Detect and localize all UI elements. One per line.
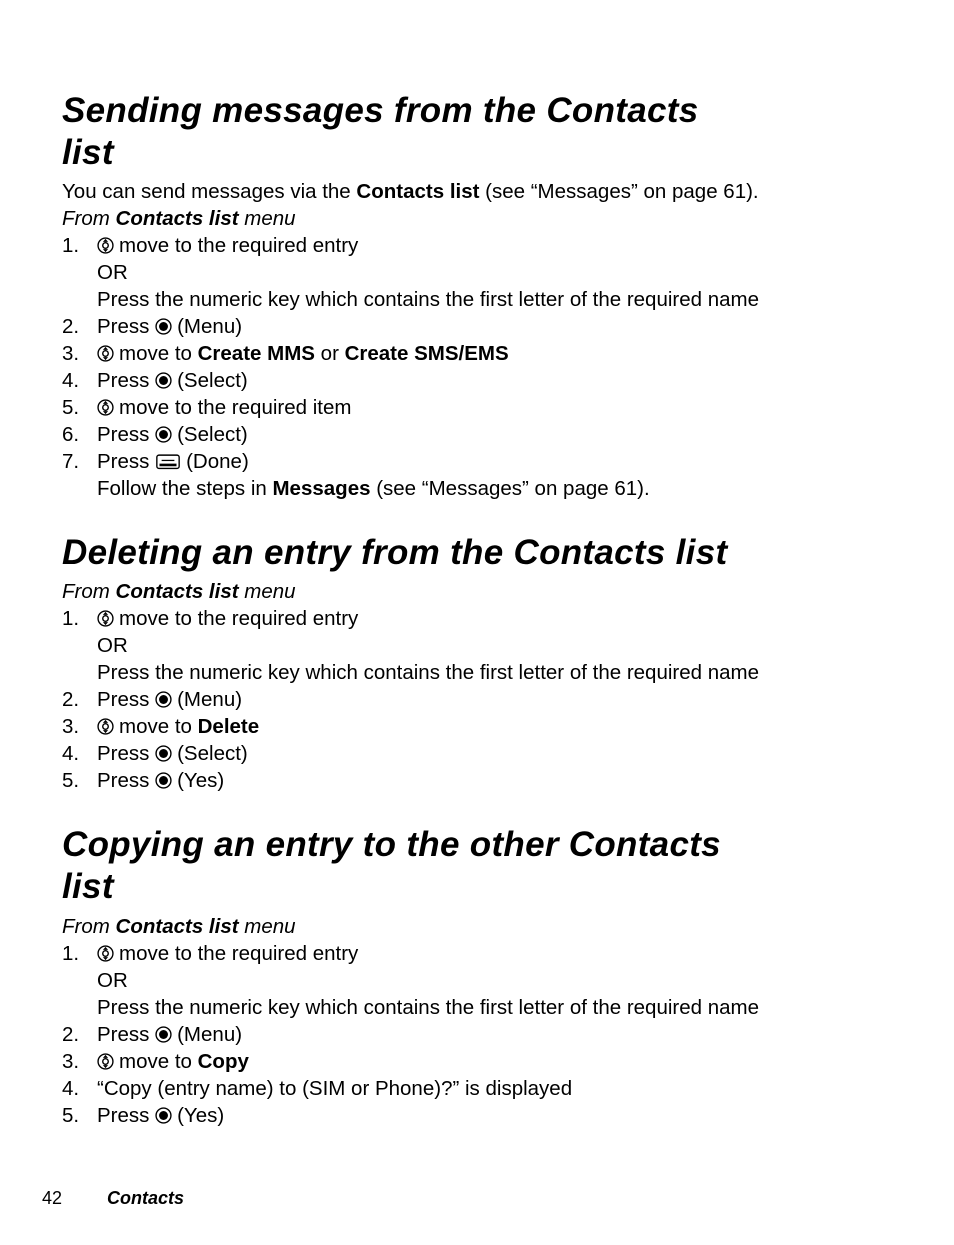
select-key-icon [155,1026,172,1043]
from-menu-label: From Contacts list menu [62,580,296,603]
list-item: 4. Press (Select) [62,742,248,765]
steps-list-copying [62,940,922,1129]
steps-list-sending [62,232,922,502]
from-menu-label: From Contacts list menu [62,207,296,230]
intro-paragraph: You can send messages via the Contacts list (see “Messages” on page 61). [62,180,759,203]
list-item: 2. Press (Menu) [62,688,243,711]
list-item: 6. Press (Select) [62,423,248,446]
select-key-icon [155,372,172,389]
list-item: 3. move to Copy [62,1050,249,1073]
navigation-key-icon [97,399,114,416]
list-item: 2. Press (Menu) [62,315,243,338]
from-menu-label: From Contacts list menu [62,915,296,938]
navigation-key-icon [97,610,114,627]
list-item: 5. move to the required item [62,396,352,419]
list-item: 7. Press (Done) Follow the steps in Messages (see “Messages” on page 61). [62,450,650,500]
list-item: 1. move to the required entry OR Press the numeric key which contains the first letter of the required name [62,942,760,1019]
select-key-icon [155,691,172,708]
navigation-key-icon [97,718,114,735]
navigation-key-icon [97,345,114,362]
footer-section-title: Contacts [107,1188,185,1208]
select-key-icon [155,1107,172,1124]
list-item: 3. move to Delete [62,715,260,738]
navigation-key-icon [97,237,114,254]
list-item: 3. move to Create MMS or Create SMS/EMS [62,342,509,365]
list-item: 1. move to the required entry OR Press the numeric key which contains the first letter of the required name [62,607,760,684]
page-number: 42 [42,1188,63,1208]
section-title-sending-messages: Sending messages from the Contacts list [62,91,699,172]
select-key-icon [155,426,172,443]
page-footer [42,1186,185,1210]
select-key-icon [155,318,172,335]
section-title-deleting-entry: Deleting an entry from the Contacts list [62,533,728,572]
select-key-icon [155,745,172,762]
section-title-copying-entry: Copying an entry to the other Contacts list [62,825,721,906]
list-item: 5. Press (Yes) [62,1104,225,1127]
select-key-icon [155,772,172,789]
navigation-key-icon [97,1053,114,1070]
steps-list-deleting [62,605,922,794]
navigation-key-icon [97,945,114,962]
list-item: 5. Press (Yes) [62,769,225,792]
list-item: 1. move to the required entry OR Press the numeric key which contains the first letter of the required name [62,234,760,311]
list-item: 4. Press (Select) [62,369,248,392]
right-soft-key-icon [155,453,181,470]
list-item: 2. Press (Menu) [62,1023,243,1046]
list-item: 4. “Copy (entry name) to (SIM or Phone)?” is displayed [62,1077,573,1100]
